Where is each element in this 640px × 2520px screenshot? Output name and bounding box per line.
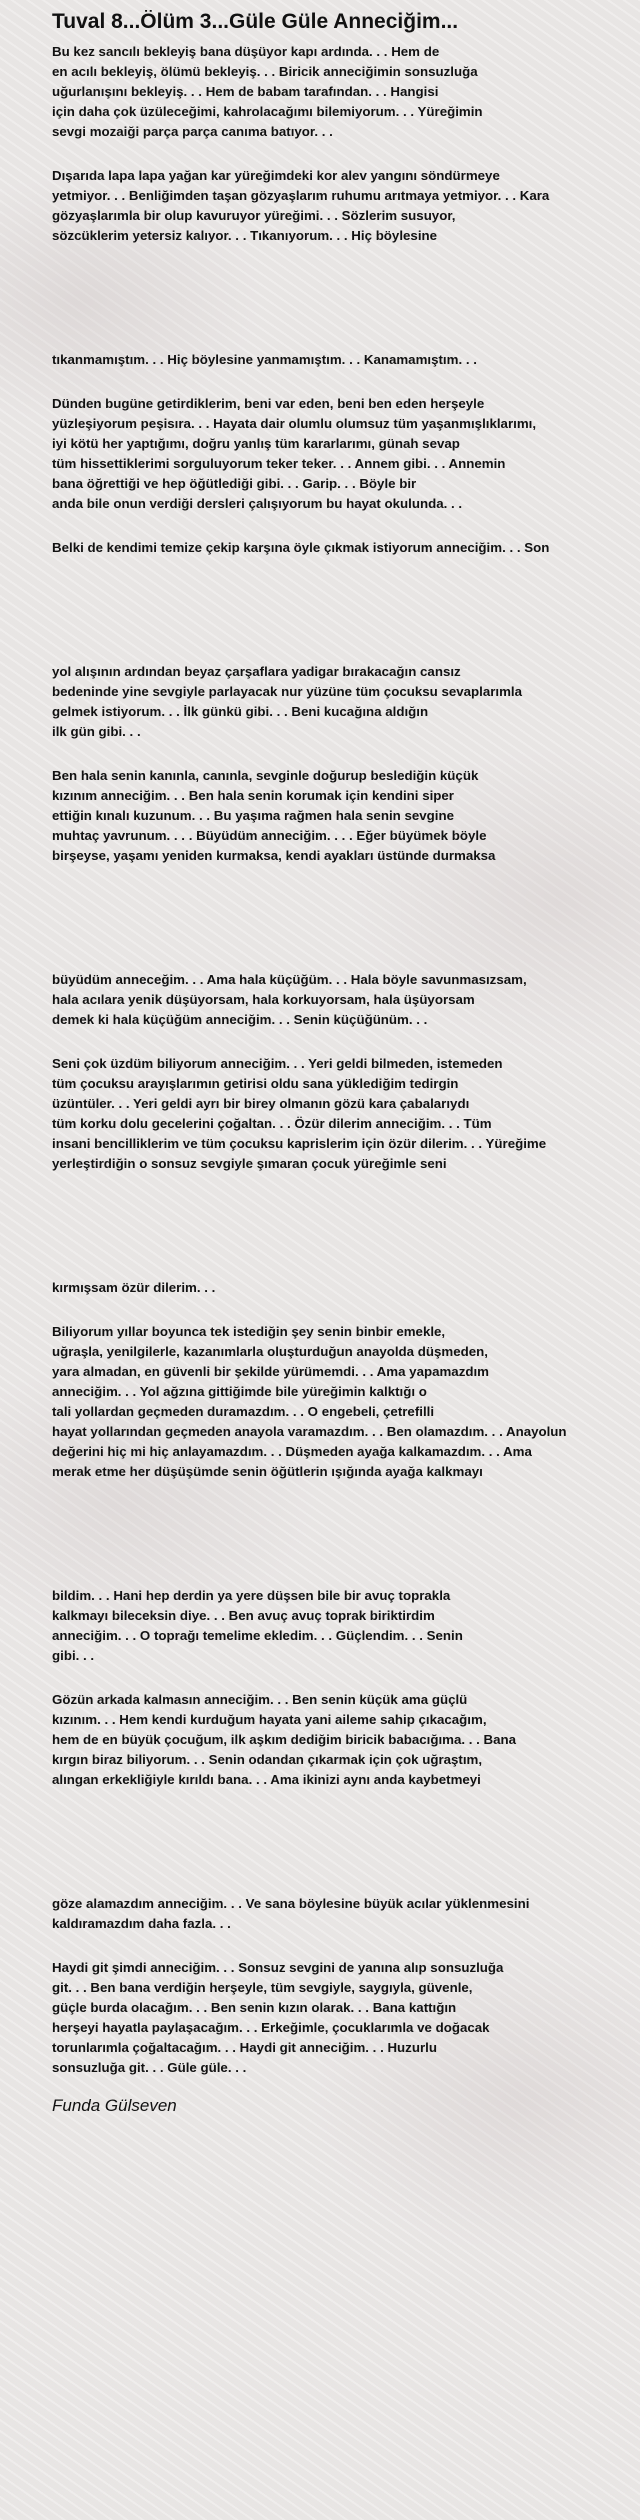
poem-line: kırgın biraz biliyorum. . . Senin odandan çıkarmak için çok uğraştım, <box>52 1752 483 1767</box>
poem-line: büyüdüm anneceğim. . . Ama hala küçüğüm. . . Hala böyle savunmasızsam, <box>52 972 527 987</box>
poem-paragraph <box>52 1586 640 1666</box>
poem-paragraph <box>52 1958 640 2078</box>
poem-line: Biliyorum yıllar boyunca tek istediğin şey senin binbir emekle, <box>52 1324 446 1339</box>
paragraph-spacer <box>52 1934 640 1958</box>
poem-paragraph <box>52 42 640 142</box>
poem-line: kızınım. . . Hem kendi kurduğum hayata yani aileme sahip çıkacağım, <box>52 1712 487 1727</box>
poem-line: muhtaç yavrunum. . . . Büyüdüm anneciğim. . . . Eğer büyümek böyle <box>52 828 487 843</box>
poem-line: güçle burda olacağım. . . Ben senin kızın olarak. . . Bana kattığın <box>52 2000 457 2015</box>
poem-line: birşeyse, yaşamı yeniden kurmaksa, kendi ayakları üstünde durmaksa <box>52 848 496 863</box>
paragraph-spacer <box>52 1482 640 1586</box>
poem-line: tıkanmamıştım. . . Hiç böylesine yanmamıştım. . . Kanamamıştım. . . <box>52 352 477 367</box>
poem-line: Dünden bugüne getirdiklerim, beni var eden, beni ben eden herşeyle <box>52 396 485 411</box>
poem-line: sonsuzluğa git. . . Güle güle. . . <box>52 2060 247 2075</box>
poem-line: değerini hiç mi hiç anlayamazdım. . . Düşmeden ayağa kalkamazdım. . . Ama <box>52 1444 532 1459</box>
poem-paragraph <box>52 970 640 1030</box>
poem-line: bildim. . . Hani hep derdin ya yere düşsen bile bir avuç toprakla <box>52 1588 451 1603</box>
poem-line: yüzleşiyorum peşisıra. . . Hayata dair olumlu olumsuz tüm yaşanmışlıklarımı, <box>52 416 537 431</box>
poem-paragraph <box>52 394 640 514</box>
poem-line: Ben hala senin kanınla, canınla, sevginle doğurup beslediğin küçük <box>52 768 479 783</box>
poem-line: tüm çocuksu arayışlarımın getirisi oldu sana yüklediğim tedirgin <box>52 1076 459 1091</box>
poem-paragraph <box>52 766 640 866</box>
poem-paragraph <box>52 1054 640 1174</box>
poem-paragraph <box>52 662 640 742</box>
poem-line: hayat yollarından geçmeden anayola varamazdım. . . Ben olamazdım. . . Anayolun <box>52 1424 567 1439</box>
poem-line: yerleştirdiğin o sonsuz sevgiyle şımaran çocuk yüreğimle seni <box>52 1156 447 1171</box>
poem-line: hala acılara yenik düşüyorsam, hala korkuyorsam, hala üşüyorsam <box>52 992 475 1007</box>
paragraph-spacer <box>52 1666 640 1690</box>
paragraph-spacer <box>52 514 640 538</box>
poem-line: torunlarımla çoğaltacağım. . . Haydi git anneciğim. . . Huzurlu <box>52 2040 437 2055</box>
poem-paragraph <box>52 1894 640 1934</box>
poem-line: uğurlanışını bekleyiş. . . Hem de babam tarafından. . . Hangisi <box>52 84 439 99</box>
poem-line: kalkmayı bileceksin diye. . . Ben avuç avuç toprak biriktirdim <box>52 1608 435 1623</box>
poem-line: bedeninde yine sevgiyle parlayacak nur yüzüne tüm çocuksu sevaplarımla <box>52 684 523 699</box>
poem-paragraph <box>52 350 640 370</box>
poem-line: Gözün arkada kalmasın anneciğim. . . Ben senin küçük ama güçlü <box>52 1692 468 1707</box>
poem-line: kızınım anneciğim. . . Ben hala senin korumak için kendini siper <box>52 788 454 803</box>
poem-line: ilk gün gibi. . . <box>52 724 141 739</box>
poem-line: anneciğim. . . Yol ağzına gittiğimde bile yüreğimin kalktığı o <box>52 1384 427 1399</box>
poem-paragraph <box>52 1322 640 1482</box>
poem-line: uğraşla, yenilgilerle, kazanımlarla oluşturduğun anayolda düşmeden, <box>52 1344 488 1359</box>
paragraph-spacer <box>52 558 640 662</box>
poem-line: anda bile onun verdiği dersleri çalışıyorum bu hayat okulunda. . . <box>52 496 463 511</box>
poem-body <box>52 42 640 2078</box>
poem-line: Bu kez sancılı bekleyiş bana düşüyor kapı ardında. . . Hem de <box>52 44 440 59</box>
poem-line: sözcüklerim yetersiz kalıyor. . . Tıkanıyorum. . . Hiç böylesine <box>52 228 438 243</box>
poem-line: Dışarıda lapa lapa yağan kar yüreğimdeki kor alev yangını söndürmeye <box>52 168 500 183</box>
poem-line: gibi. . . <box>52 1648 95 1663</box>
poem-line: kaldıramazdım daha fazla. . . <box>52 1916 231 1931</box>
poem-line: göze alamazdım anneciğim. . . Ve sana böylesine büyük acılar yüklenmesini <box>52 1896 530 1911</box>
poem-line: merak etme her düşüşümde senin öğütlerin ışığında ayağa kalkmayı <box>52 1464 483 1479</box>
poem-line: en acılı bekleyiş, ölümü bekleyiş. . . Biricik anneciğimin sonsuzluğa <box>52 64 478 79</box>
poem-line: gelmek istiyorum. . . İlk günkü gibi. . . Beni kucağına aldığın <box>52 704 429 719</box>
poem-title: Tuval 8...Ölüm 3...Güle Güle Anneciğim... <box>52 10 459 33</box>
paragraph-spacer <box>52 742 640 766</box>
poem-line: herşeyi hayatla paylaşacağım. . . Erkeğimle, çocuklarımla ve doğacak <box>52 2020 490 2035</box>
poem-line: kırmışsam özür dilerim. . . <box>52 1280 216 1295</box>
poem-line: tüm korku dolu gecelerini çoğaltan. . . Özür dilerim anneciğim. . . Tüm <box>52 1116 492 1131</box>
poem-line: iyi kötü her yaptığımı, doğru yanlış tüm kararlarımı, günah sevap <box>52 436 460 451</box>
poem-line: yol alışının ardından beyaz çarşaflara yadigar bırakacağın cansız <box>52 664 461 679</box>
poem-line: Seni çok üzdüm biliyorum anneciğim. . . Yeri geldi bilmeden, istemeden <box>52 1056 503 1071</box>
poem-paragraph <box>52 166 640 246</box>
poem-container <box>52 10 640 2116</box>
poem-paragraph <box>52 1690 640 1790</box>
poem-paragraph <box>52 538 640 558</box>
paragraph-spacer <box>52 1298 640 1322</box>
paragraph-spacer <box>52 1790 640 1894</box>
poem-line: tüm hissettiklerimi sorguluyorum teker teker. . . Annem gibi. . . Annemin <box>52 456 506 471</box>
paragraph-spacer <box>52 1030 640 1054</box>
paragraph-spacer <box>52 866 640 970</box>
paragraph-spacer <box>52 1174 640 1278</box>
poem-line: alıngan erkekliğiyle kırıldı bana. . . Ama ikinizi aynı anda kaybetmeyi <box>52 1772 481 1787</box>
poem-line: üzüntüler. . . Yeri geldi ayrı bir birey olmanın gözü kara çabalarıydı <box>52 1096 470 1111</box>
poem-line: için daha çok üzüleceğimi, kahrolacağımı bilemiyorum. . . Yüreğimin <box>52 104 483 119</box>
poem-line: Haydi git şimdi anneciğim. . . Sonsuz sevgini de yanına alıp sonsuzluğa <box>52 1960 504 1975</box>
paragraph-spacer <box>52 246 640 350</box>
poem-line: bana öğrettiği ve hep öğütlediği gibi. . . Garip. . . Böyle bir <box>52 476 417 491</box>
paragraph-spacer <box>52 142 640 166</box>
poem-line: anneciğim. . . O toprağı temelime ekledim. . . Güçlendim. . . Senin <box>52 1628 463 1643</box>
poem-line: ettiğin kınalı kuzunum. . . Bu yaşıma rağmen hala senin sevgine <box>52 808 454 823</box>
poem-line: sevgi mozaiği parça parça canıma batıyor. . . <box>52 124 333 139</box>
poem-line: gözyaşlarımla bir olup kavuruyor yüreğimi. . . Sözlerim susuyor, <box>52 208 456 223</box>
poem-line: tali yollardan geçmeden duramazdım. . . O engebeli, çetrefilli <box>52 1404 435 1419</box>
poem-line: demek ki hala küçüğüm anneciğim. . . Senin küçüğünüm. . . <box>52 1012 428 1027</box>
poem-line: yara almadan, en güvenli bir şekilde yürümemdi. . . Ama yapamazdım <box>52 1364 489 1379</box>
poem-line: Belki de kendimi temize çekip karşına öyle çıkmak istiyorum anneciğim. . . Son <box>52 540 550 555</box>
paragraph-spacer <box>52 370 640 394</box>
poem-line: git. . . Ben bana verdiğin herşeyle, tüm sevgiyle, saygıyla, güvenle, <box>52 1980 473 1995</box>
poem-line: insani bencilliklerim ve tüm çocuksu kaprislerim için özür dilerim. . . Yüreğime <box>52 1136 547 1151</box>
poem-line: yetmiyor. . . Benliğimden taşan gözyaşlarım ruhumu arıtmaya yetmiyor. . . Kara <box>52 188 550 203</box>
poem-paragraph <box>52 1278 640 1298</box>
poem-line: hem de en büyük çocuğum, ilk aşkım dediğim biricik babacığıma. . . Bana <box>52 1732 517 1747</box>
author-signature: Funda Gülseven <box>52 2096 177 2115</box>
